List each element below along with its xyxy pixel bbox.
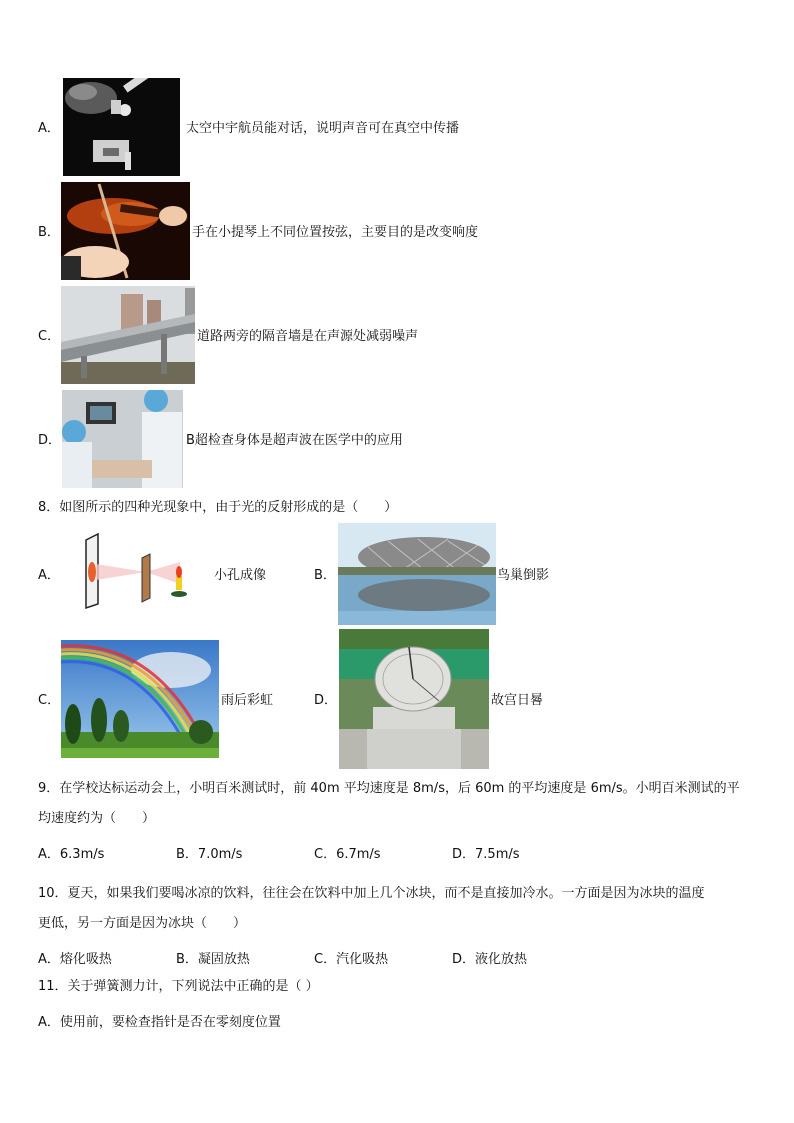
sundial-photo xyxy=(339,629,489,769)
q10-option-a-text: 熔化吸热 xyxy=(59,952,112,967)
pinhole-diagram xyxy=(78,532,194,610)
q9-option-c xyxy=(314,843,381,862)
q10-option-c-text: 汽化吸热 xyxy=(336,952,389,967)
q9-option-b xyxy=(176,843,242,862)
q8-option-c-letter: C． xyxy=(38,693,61,708)
q7-option-d-text: B超检查身体是超声波在医学中的应用 xyxy=(186,433,403,448)
q9-option-b-letter: B． xyxy=(176,847,198,862)
q8-option-d-text: 故宫日晷 xyxy=(491,693,544,708)
q8-option-c-text: 雨后彩虹 xyxy=(221,693,274,708)
astronaut-photo xyxy=(63,78,180,176)
ultrasound-photo xyxy=(62,390,183,488)
q10-option-b-text: 凝固放热 xyxy=(197,952,250,967)
q8-option-d-letter: D． xyxy=(314,693,338,708)
rainbow-photo xyxy=(61,640,219,758)
q11-option-a-text: 使用前，要检查指针是否在零刻度位置 xyxy=(59,1015,281,1030)
birds-nest-photo xyxy=(338,523,496,625)
q9-option-d-letter: D． xyxy=(452,847,476,862)
q10-stem-line2: 更低，另一方面是因为冰块（ ） xyxy=(38,916,247,931)
q8-option-b-letter: B． xyxy=(314,568,336,583)
q9-option-c-letter: C． xyxy=(314,847,337,862)
q9-option-d-text: 7.5m/s xyxy=(475,847,520,862)
q10-option-d xyxy=(452,948,527,967)
q7-option-c-letter: C． xyxy=(38,329,61,344)
q10-option-a xyxy=(38,948,112,967)
q11-option-a xyxy=(38,1011,281,1030)
q7-option-a-text: 太空中宇航员能对话，说明声音可在真空中传播 xyxy=(186,121,460,136)
q11-stem: 11．关于弹簧测力计，下列说法中正确的是（ ） xyxy=(38,979,319,994)
q7-option-b-letter: B． xyxy=(38,225,60,240)
q10-option-d-letter: D． xyxy=(452,952,476,967)
q10-option-b xyxy=(176,948,250,967)
violin-photo xyxy=(61,182,190,280)
q7-option-a-letter: A． xyxy=(38,121,60,136)
q9-option-a-letter: A． xyxy=(38,847,60,862)
q9-stem-line1: 9．在学校达标运动会上，小明百米测试时，前 40m 平均速度是 8m/s，后 60m 的平均速度是 6m/s。小明百米测试的平 xyxy=(38,781,740,796)
q9-option-c-text: 6.7m/s xyxy=(336,847,381,862)
q8-option-a-letter: A． xyxy=(38,568,60,583)
q9-option-a-text: 6.3m/s xyxy=(59,847,105,862)
q7-option-d-letter: D． xyxy=(38,433,62,448)
q7-option-c-text: 道路两旁的隔音墙是在声源处减弱噪声 xyxy=(197,329,419,344)
q9-option-a xyxy=(38,843,104,862)
q10-stem-line1: 10．夏天，如果我们要喝冰凉的饮料，往往会在饮料中加上几个冰块，而不是直接加冷水。一方面是因为冰块的温度 xyxy=(38,886,705,901)
q9-option-d xyxy=(452,843,520,862)
q10-option-d-text: 液化放热 xyxy=(475,952,528,967)
q9-stem-line2: 均速度约为（ ） xyxy=(38,811,156,826)
q10-option-c xyxy=(314,948,388,967)
q10-option-c-letter: C． xyxy=(314,952,337,967)
q10-option-a-letter: A． xyxy=(38,952,60,967)
q11-option-a-letter: A． xyxy=(38,1015,60,1030)
q10-option-b-letter: B． xyxy=(176,952,198,967)
q8-stem: 8．如图所示的四种光现象中，由于光的反射形成的是（ ） xyxy=(38,500,398,515)
q8-option-a-text: 小孔成像 xyxy=(214,568,267,583)
q8-option-b-text: 鸟巢倒影 xyxy=(497,568,550,583)
q9-option-b-text: 7.0m/s xyxy=(197,847,243,862)
q7-option-b-text: 手在小提琴上不同位置按弦，主要目的是改变响度 xyxy=(192,225,479,240)
sound-barrier-photo xyxy=(61,286,195,384)
